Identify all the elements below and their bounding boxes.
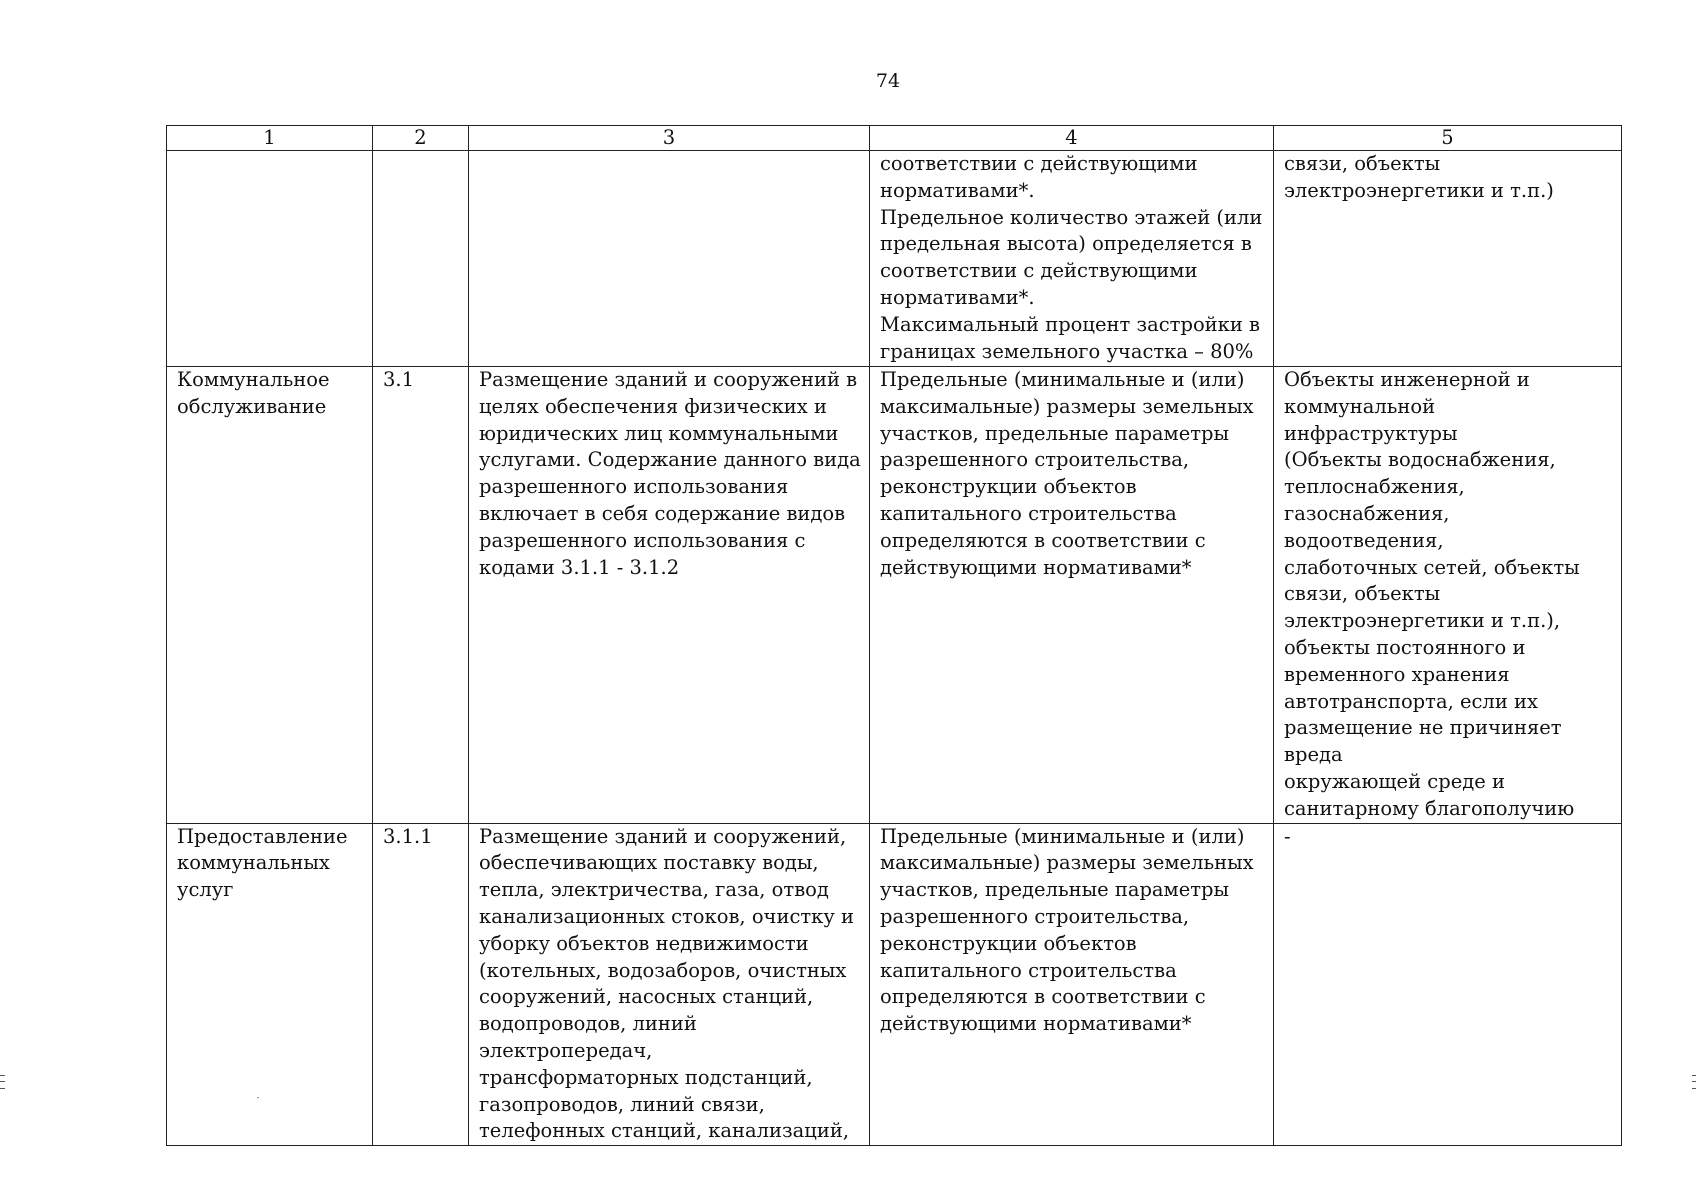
use-code-cell [373, 151, 469, 367]
table-header-row [167, 126, 1622, 151]
use-code-cell: 3.1.1 [373, 823, 469, 1146]
auxiliary-uses-cell: - [1274, 823, 1622, 1146]
column-header: 1 [167, 126, 373, 151]
column-header: 5 [1274, 126, 1622, 151]
auxiliary-uses-cell: Объекты инженерной и коммунальной инфраструктуры (Объекты водоснабжения, теплоснабжения, газоснабжения, водоотведения, слаботочных сетей, объекты связи, объекты электроэнергетики и т.п.), объекты постоянного и временного хранения автотранспорта, если их размещение не причиняет вреда окружающей среде и санитарному благополучию [1274, 367, 1622, 824]
use-description-cell: Размещение зданий и сооружений в целях обеспечения физических и юридических лиц коммунальными услугами. Содержание данного вида разрешенного использования включает в себя содержание видов разрешенного использования с кодами 3.1.1 - 3.1.2 [469, 367, 870, 824]
use-name-cell [167, 151, 373, 367]
page-number: 74 [875, 70, 901, 92]
binding-mark-left [0, 1075, 5, 1089]
regulations-table [166, 125, 1622, 1146]
scan-speck [257, 1097, 259, 1098]
use-description-cell: Размещение зданий и сооружений, обеспечивающих поставку воды, тепла, электричества, газа, отвод канализационных стоков, очистку и уборку объектов недвижимости (котельных, водозаборов, очистных сооружений, насосных станций, водопроводов, линий электропередач, трансформаторных подстанций, газопроводов, линий связи, телефонных станций, канализаций, [469, 823, 870, 1146]
use-name-cell: Коммунальное обслуживание [167, 367, 373, 824]
use-code-cell: 3.1 [373, 367, 469, 824]
binding-mark-right [1692, 1075, 1696, 1089]
table-row [167, 151, 1622, 367]
column-header: 4 [870, 126, 1274, 151]
table-row [167, 823, 1622, 1146]
table-row [167, 367, 1622, 824]
auxiliary-uses-cell: связи, объекты электроэнергетики и т.п.) [1274, 151, 1622, 367]
parameters-cell: Предельные (минимальные и (или) максимальные) размеры земельных участков, предельные параметры разрешенного строительства, реконструкции объектов капитального строительства определяются в соответствии с действующими нормативами* [870, 823, 1274, 1146]
use-name-cell: Предоставление коммунальных услуг [167, 823, 373, 1146]
parameters-cell: Предельные (минимальные и (или) максимальные) размеры земельных участков, предельные параметры разрешенного строительства, реконструкции объектов капитального строительства определяются в соответствии с действующими нормативами* [870, 367, 1274, 824]
parameters-cell: соответствии с действующими нормативами*. Предельное количество этажей (или предельная высота) определяется в соответствии с действующими нормативами*. Максимальный процент застройки в границах земельного участка – 80% [870, 151, 1274, 367]
column-header: 2 [373, 126, 469, 151]
column-header: 3 [469, 126, 870, 151]
use-description-cell [469, 151, 870, 367]
